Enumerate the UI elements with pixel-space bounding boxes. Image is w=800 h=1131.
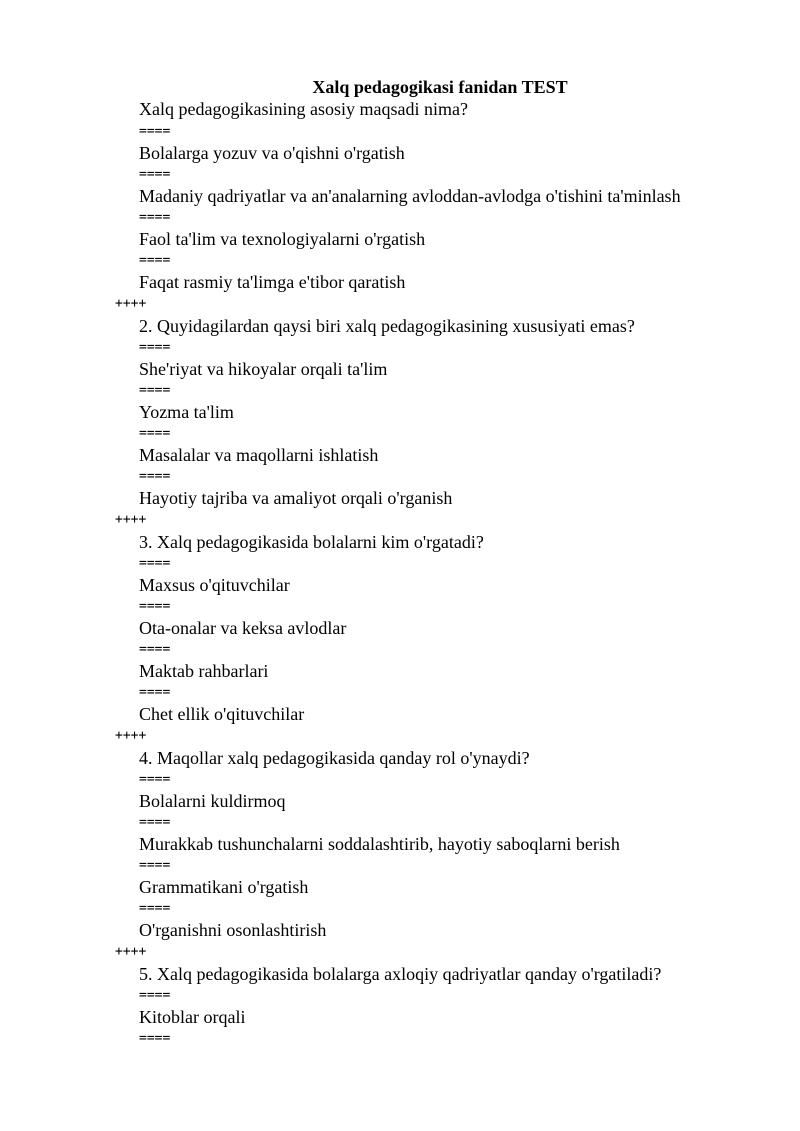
option-1-2: Madaniy qadriyatlar va an'analarning avloddan-avlodga o'tishini ta'minlash (139, 186, 681, 206)
block-separator: ++++ (115, 296, 147, 311)
question-4: 4. Maqollar xalq pedagogikasida qanday rol o'ynaydi? (139, 748, 530, 768)
option-4-4: O'rganishni osonlashtirish (139, 920, 327, 940)
document-title: Xalq pedagogikasi fanidan TEST (312, 77, 568, 97)
separator: ==== (139, 210, 171, 225)
option-5-1: Kitoblar orqali (139, 1007, 246, 1027)
option-3-2: Ota-onalar va keksa avlodlar (139, 618, 347, 638)
question-1: Xalq pedagogikasining asosiy maqsadi nima? (139, 99, 468, 119)
option-2-2: Yozma ta'lim (139, 402, 234, 422)
separator: ==== (139, 858, 171, 873)
separator: ==== (139, 772, 171, 787)
separator: ==== (139, 685, 171, 700)
separator: ==== (139, 815, 171, 830)
option-1-3: Faol ta'lim va texnologiyalarni o'rgatish (139, 229, 426, 249)
option-4-3: Grammatikani o'rgatish (139, 877, 309, 897)
separator: ==== (139, 426, 171, 441)
option-4-2: Murakkab tushunchalarni soddalashtirib, hayotiy saboqlarni berish (139, 834, 620, 854)
separator: ==== (139, 124, 171, 139)
option-2-3: Masalalar va maqollarni ishlatish (139, 445, 379, 465)
option-3-1: Maxsus o'qituvchilar (139, 575, 290, 595)
separator: ==== (139, 642, 171, 657)
block-separator: ++++ (115, 944, 147, 959)
option-3-4: Chet ellik o'qituvchilar (139, 704, 305, 724)
option-2-4: Hayotiy tajriba va amaliyot orqali o'rganish (139, 488, 453, 508)
option-2-1: She'riyat va hikoyalar orqali ta'lim (139, 359, 388, 379)
question-5: 5. Xalq pedagogikasida bolalarga axloqiy qadriyatlar qanday o'rgatiladi? (139, 964, 662, 984)
question-2: 2. Quyidagilardan qaysi biri xalq pedagogikasining xususiyati emas? (139, 316, 635, 336)
option-1-1: Bolalarga yozuv va o'qishni o'rgatish (139, 143, 405, 163)
separator: ==== (139, 901, 171, 916)
question-3: 3. Xalq pedagogikasida bolalarni kim o'rgatadi? (139, 532, 484, 552)
option-4-1: Bolalarni kuldirmoq (139, 791, 286, 811)
block-separator: ++++ (115, 728, 147, 743)
separator: ==== (139, 469, 171, 484)
block-separator: ++++ (115, 512, 147, 527)
separator: ==== (139, 599, 171, 614)
separator: ==== (139, 988, 171, 1003)
separator: ==== (139, 340, 171, 355)
separator: ==== (139, 253, 171, 268)
separator: ==== (139, 167, 171, 182)
option-1-4: Faqat rasmiy ta'limga e'tibor qaratish (139, 272, 406, 292)
separator: ==== (139, 1031, 171, 1046)
separator: ==== (139, 383, 171, 398)
option-3-3: Maktab rahbarlari (139, 661, 269, 681)
separator: ==== (139, 556, 171, 571)
